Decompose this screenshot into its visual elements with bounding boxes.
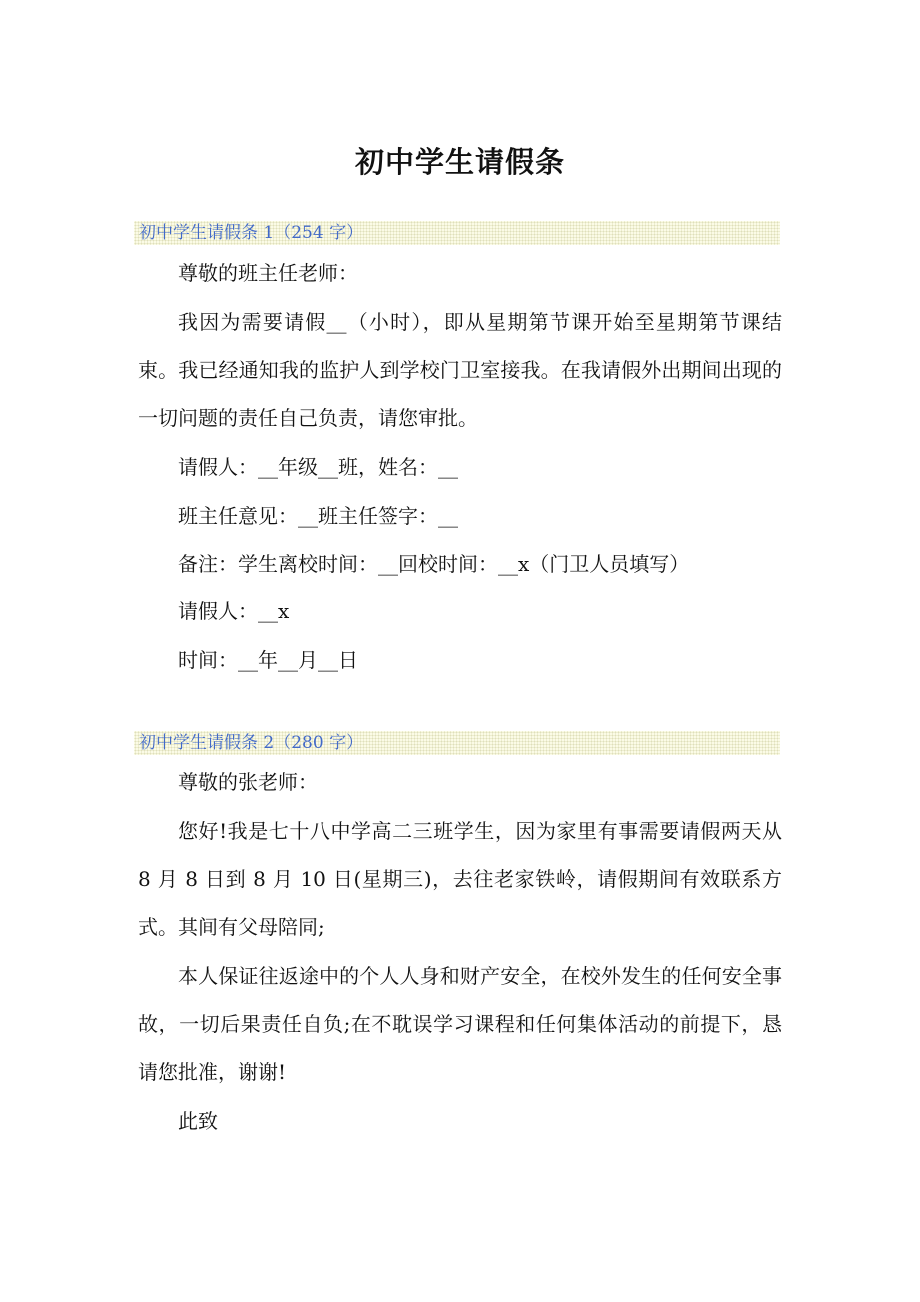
body-paragraph-3: 本人保证往返途中的个人人身和财产安全，在校外发生的任何安全事故，一切后果责任自负;在不耽误学习课程和任何集体活动的前提下，恳请您批准，谢谢!	[138, 964, 782, 1084]
salutation-2: 尊敬的张老师：	[178, 770, 318, 794]
section-heading-2: 初中学生请假条 2（280 字）	[134, 731, 780, 755]
page-title: 初中学生请假条	[354, 145, 565, 179]
field-line: 备注：学生离校时间：__回校时间：__x（门卫人员填写）	[178, 552, 690, 576]
body-paragraph-1: 我因为需要请假__（小时），即从星期第节课开始至星期第节课结束。我已经通知我的监护人到学校门卫室接我。在我请假外出期间出现的一切问题的责任自己负责，请您审批。	[138, 310, 782, 430]
body-paragraph-2: 您好!我是七十八中学高二三班学生，因为家里有事需要请假两天从 8 月 8 日到 8 月 10 日(星期三)，去往老家铁岭，请假期间有效联系方式。其间有父母陪同;	[138, 819, 782, 939]
field-line: 时间：__年__月__日	[178, 648, 358, 672]
field-line: 请假人：__年级__班，姓名：__	[178, 455, 458, 479]
field-line: 请假人：__x	[178, 599, 290, 623]
closing-line: 此致	[178, 1109, 218, 1133]
salutation-1: 尊敬的班主任老师：	[178, 261, 358, 285]
field-line: 班主任意见：__班主任签字：__	[178, 504, 458, 528]
section-heading-1: 初中学生请假条 1（254 字）	[134, 221, 780, 245]
